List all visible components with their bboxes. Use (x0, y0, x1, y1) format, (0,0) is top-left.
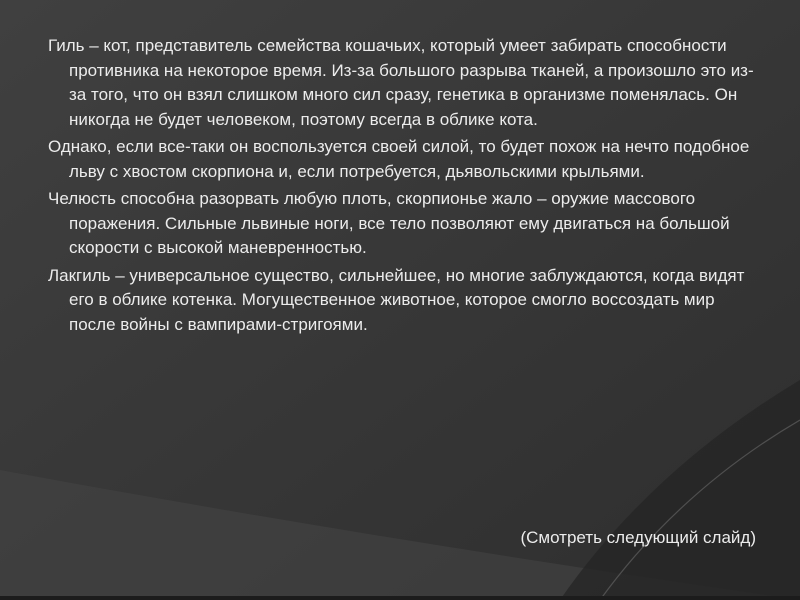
next-slide-link[interactable]: (Смотреть следующий слайд) (520, 528, 756, 547)
paragraph-gil: Гиль – кот, представитель семейства кошачьих, который умеет забирать способности противника на некоторое время. Из-за большого разрыва тканей, а произошло это из-за того, что он взял слишком много сил сразу, генетика в организме поменялась. Он никогда не будет человеком, поэтому всегда в облике кота. (48, 36, 754, 129)
paragraph-power: Однако, если все-таки он воспользуется своей силой, то будет похож на нечто подобное льву с хвостом скорпиона и, если потребуется, дьявольскими крыльями. (48, 137, 750, 181)
paragraph-jaw: Челюсть способна разорвать любую плоть, скорпионье жало – оружие массового поражения. Сильные львиные ноги, все тело позволяют ему двигаться на большой скорости с высокой маневренностью. (48, 189, 730, 257)
slide-text-body (48, 34, 760, 340)
paragraph-lakgil: Лакгиль – универсальное существо, сильнейшее, но многие заблуждаются, когда видят его в облике котенка. Могущественное животное, которое смогло воссоздать мир после войны с вампирами-стригоями. (48, 265, 745, 334)
